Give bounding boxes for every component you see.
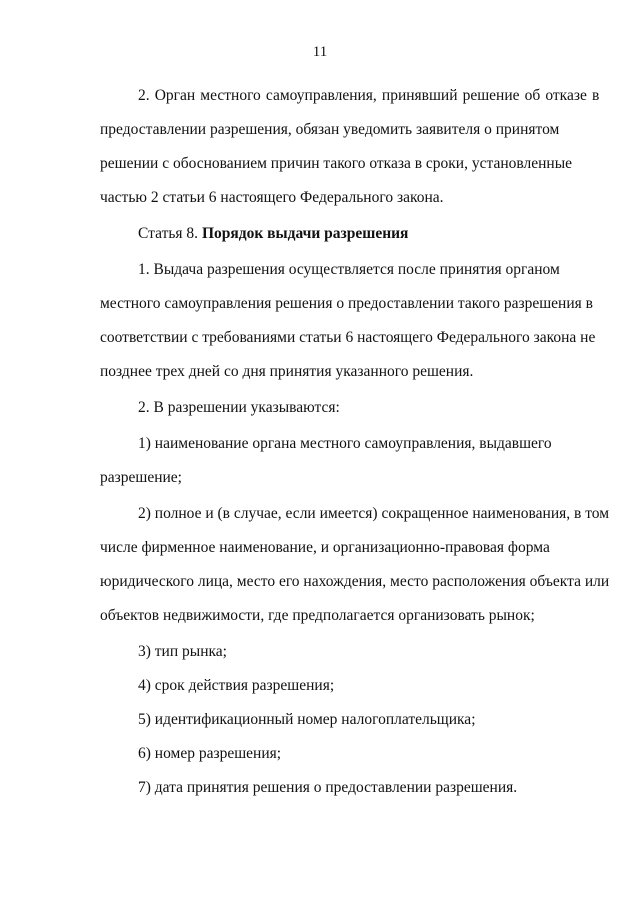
paragraph-line (100, 294, 600, 314)
line-text: объектов недвижимости, где предполагается организовать рынок; (100, 607, 535, 624)
line-text: 4) срок действия разрешения; (138, 677, 335, 694)
line-text: числе фирменное наименование, и организационно-правовая форма (100, 539, 550, 556)
line-text: местного самоуправления решения о предоставлении такого разрешения в (100, 295, 593, 312)
line-text: 7) дата принятия решения о предоставлении разрешения. (138, 779, 518, 796)
line-text: 1) наименование органа местного самоуправления, выдавшего (138, 435, 552, 452)
paragraph-line (100, 120, 600, 140)
article-heading (138, 224, 600, 244)
line-text: позднее трех дней со дня принятия указанного решения. (100, 363, 474, 380)
line-text: соответствии с требованиями статьи 6 настоящего Федерального закона не (100, 329, 596, 346)
paragraph-line (138, 86, 600, 106)
list-item-line (138, 778, 600, 798)
page-number: 11 (312, 44, 328, 60)
list-item-line (100, 538, 600, 558)
paragraph-line (100, 188, 600, 208)
line-text: юридического лица, место его нахождения, место расположения объекта или (100, 573, 610, 590)
line-text: 5) идентификационный номер налогоплательщика; (138, 711, 476, 728)
line-text: 2. Орган местного самоуправления, принявший решение об отказе в (138, 87, 600, 104)
paragraph-line (100, 362, 600, 382)
paragraph-line (138, 260, 600, 280)
list-item-line (100, 468, 600, 488)
list-item-line (138, 676, 600, 696)
line-text: решении с обоснованием причин такого отказа в сроки, установленные (100, 155, 572, 172)
paragraph-line (100, 328, 600, 348)
line-text: предоставлении разрешения, обязан уведомить заявителя о принятом (100, 121, 560, 138)
paragraph-line (138, 398, 600, 418)
line-text: частью 2 статьи 6 настоящего Федерального закона. (100, 189, 444, 206)
line-text: разрешение; (100, 469, 182, 486)
list-item-line (138, 434, 600, 454)
line-text: 3) тип рынка; (138, 643, 227, 660)
line-text: 6) номер разрешения; (138, 745, 282, 762)
list-item-line (100, 572, 610, 592)
line-text: 1. Выдача разрешения осуществляется после принятия органом (138, 261, 560, 278)
paragraph-line (100, 154, 600, 174)
line-text: 2) полное и (в случае, если имеется) сокращенное наименования, в том (138, 505, 610, 522)
list-item-line (100, 606, 600, 626)
list-item-line (138, 744, 600, 764)
list-item-line (138, 710, 600, 730)
list-item-line (138, 642, 600, 662)
list-item-line (138, 504, 610, 524)
line-text: 2. В разрешении указываются: (138, 399, 340, 416)
article-title: Порядок выдачи разрешения (201, 225, 409, 242)
article-prefix: Статья 8. (138, 225, 199, 242)
